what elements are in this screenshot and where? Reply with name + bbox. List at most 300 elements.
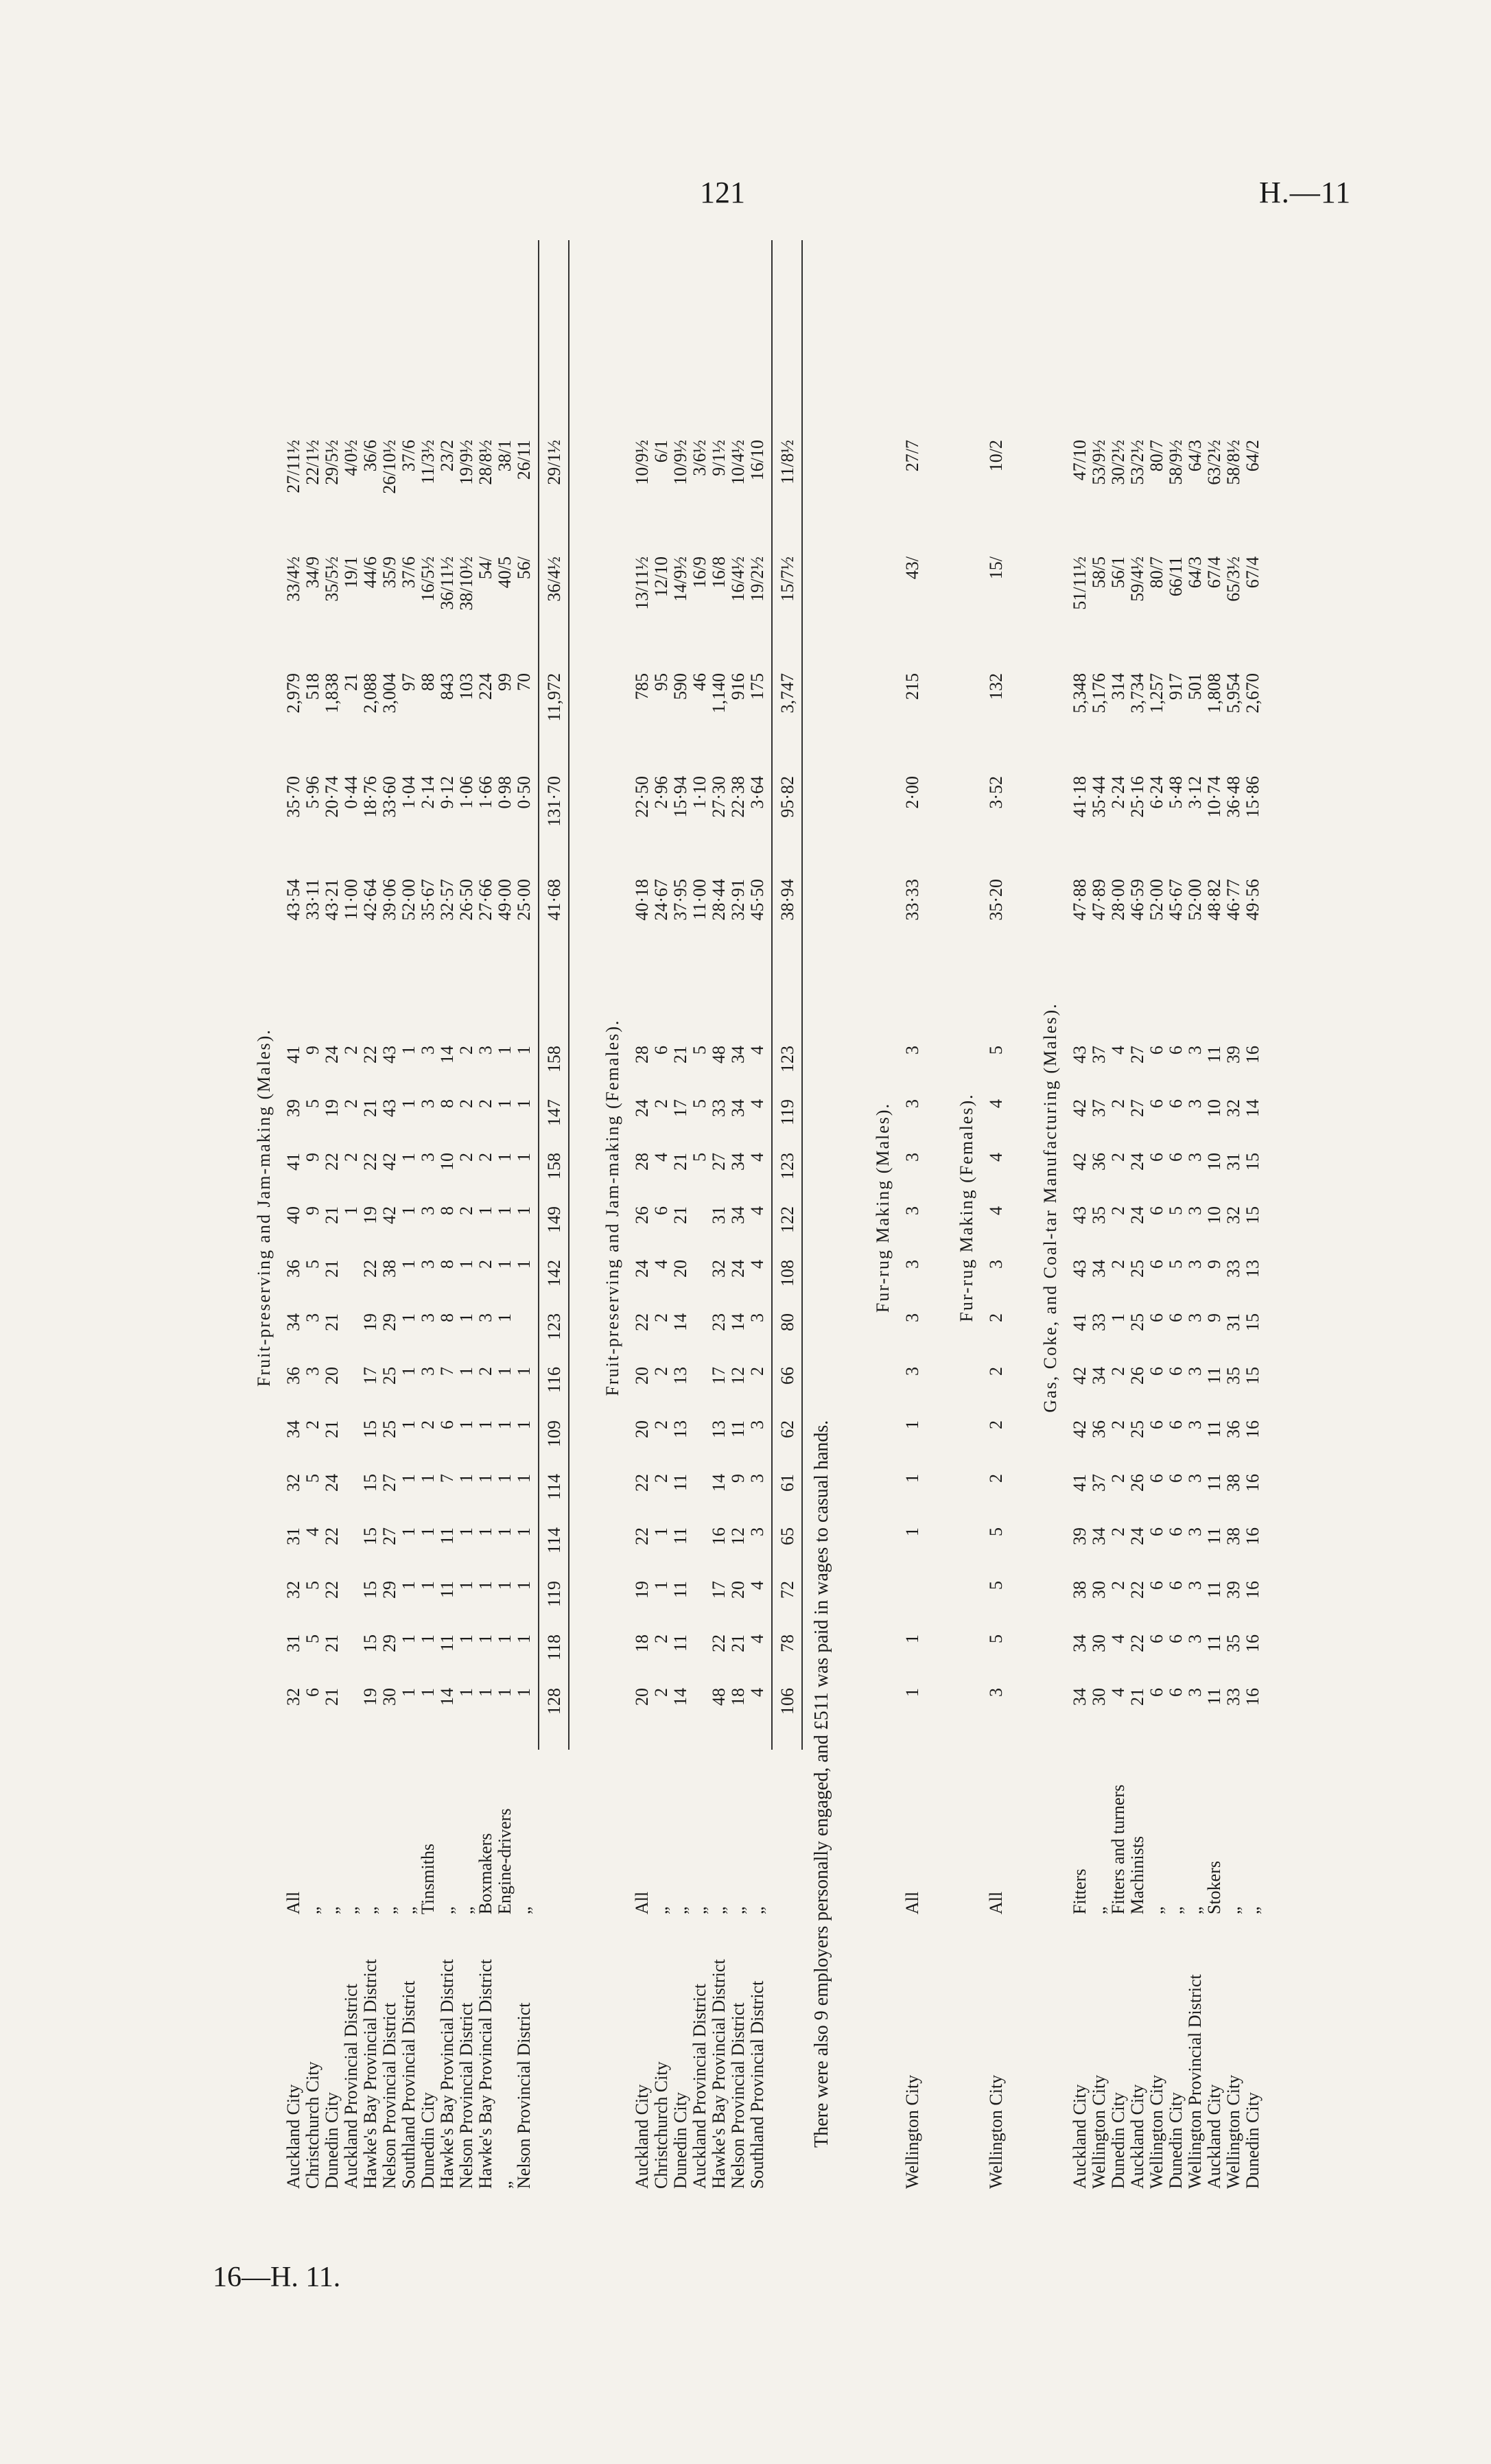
value-cell: 1 xyxy=(514,1099,534,1108)
value-cell: 1 xyxy=(514,1206,534,1215)
value-cell: 43/ xyxy=(902,556,922,580)
value-cell: 6 xyxy=(1166,1153,1186,1162)
value-cell: 9/1½ xyxy=(709,440,729,476)
district-cell: Dunedin City xyxy=(1108,2092,1128,2189)
occupation-cell: „ xyxy=(456,1906,476,1914)
value-cell: 10/2 xyxy=(986,440,1006,472)
value-cell: 1 xyxy=(514,1367,534,1376)
value-cell: 5 xyxy=(1166,1260,1186,1269)
value-cell: 70 xyxy=(514,673,534,691)
table-row xyxy=(515,226,534,2189)
value-cell: 5 xyxy=(986,1527,1006,1536)
value-cell: 19 xyxy=(322,1099,342,1117)
district-cell: Nelson Provincial District xyxy=(728,2002,748,2189)
value-cell: 1 xyxy=(514,1474,534,1483)
value-cell: 8 xyxy=(437,1260,457,1269)
value-cell: 33 xyxy=(1089,1313,1109,1331)
value-cell: 46·77 xyxy=(1223,879,1243,921)
value-cell: 35 xyxy=(1223,1367,1243,1385)
value-cell: 15 xyxy=(1243,1367,1263,1385)
value-cell: 3 xyxy=(902,1099,922,1108)
value-cell: 43·54 xyxy=(283,879,303,921)
value-cell: 41 xyxy=(283,1153,303,1171)
occupation-cell: „ xyxy=(1185,1906,1205,1914)
value-cell: 42 xyxy=(1070,1099,1090,1117)
value-cell: 1 xyxy=(902,1474,922,1483)
value-cell: 11 xyxy=(1204,1046,1224,1064)
value-cell: 46·59 xyxy=(1127,879,1147,921)
value-cell: 22 xyxy=(632,1474,652,1492)
value-cell: 6 xyxy=(1147,1688,1166,1697)
value-cell: 2 xyxy=(1108,1581,1128,1590)
district-cell: Auckland City xyxy=(1204,2084,1224,2189)
value-cell: 1 xyxy=(399,1527,419,1536)
value-cell: 1 xyxy=(514,1260,534,1269)
value-cell: 19 xyxy=(632,1581,652,1599)
value-cell: 11 xyxy=(670,1527,690,1545)
value-cell: 5 xyxy=(303,1634,322,1643)
value-cell: 2 xyxy=(651,1420,671,1429)
value-cell: 34 xyxy=(283,1420,303,1438)
value-cell: 34/9 xyxy=(303,556,322,589)
value-cell: 118 xyxy=(544,1634,564,1661)
value-cell: 30 xyxy=(379,1688,399,1706)
value-cell: 37/6 xyxy=(399,556,419,589)
value-cell: 5 xyxy=(690,1046,709,1055)
value-cell: 14 xyxy=(1243,1099,1263,1117)
value-cell: 1 xyxy=(651,1527,671,1536)
value-cell: 1 xyxy=(476,1581,495,1590)
value-cell: 39 xyxy=(1223,1581,1243,1599)
value-cell: 43 xyxy=(379,1046,399,1064)
value-cell: 58/8½ xyxy=(1223,440,1243,485)
value-cell: 30/2½ xyxy=(1108,440,1128,485)
value-cell: 1 xyxy=(514,1153,534,1162)
value-cell: 38 xyxy=(1223,1474,1243,1492)
value-cell: 27·66 xyxy=(476,879,495,921)
value-cell: 19 xyxy=(360,1313,380,1331)
district-cell: Wellington City xyxy=(986,2074,1006,2189)
value-cell: 5 xyxy=(690,1153,709,1162)
value-cell: 1 xyxy=(495,1206,515,1215)
value-cell: 2 xyxy=(341,1153,361,1162)
value-cell: 3,747 xyxy=(777,673,797,714)
value-cell: 16 xyxy=(1243,1420,1263,1438)
value-cell: 1 xyxy=(476,1474,495,1483)
value-cell: 28·00 xyxy=(1108,879,1128,921)
value-cell: 2 xyxy=(303,1420,322,1429)
value-cell: 99 xyxy=(495,673,515,691)
value-cell: 15·94 xyxy=(670,776,690,818)
value-cell: 15 xyxy=(1243,1313,1263,1331)
value-cell: 67/4 xyxy=(1243,556,1263,589)
value-cell: 26 xyxy=(632,1206,652,1224)
value-cell: 36/6 xyxy=(360,440,380,472)
value-cell: 24 xyxy=(1127,1527,1147,1545)
value-cell: 6 xyxy=(1147,1527,1166,1536)
district-cell: „ xyxy=(495,2181,515,2189)
value-cell: 26 xyxy=(1127,1474,1147,1492)
value-cell: 142 xyxy=(544,1260,564,1287)
value-cell: 9 xyxy=(1204,1313,1224,1322)
table-row xyxy=(495,226,515,2189)
value-cell: 2 xyxy=(986,1313,1006,1322)
value-cell: 1 xyxy=(418,1581,438,1590)
value-cell: 1 xyxy=(456,1634,476,1643)
value-cell: 39 xyxy=(1070,1527,1090,1545)
value-cell: 16 xyxy=(1243,1474,1263,1492)
value-cell: 1 xyxy=(902,1527,922,1536)
value-cell: 52·00 xyxy=(1147,879,1166,921)
value-cell: 13 xyxy=(709,1420,729,1438)
value-cell: 1 xyxy=(514,1420,534,1429)
value-cell: 1 xyxy=(476,1688,495,1697)
value-cell: 11/8½ xyxy=(777,440,797,484)
value-cell: 16 xyxy=(1243,1634,1263,1652)
value-cell: 16/10 xyxy=(747,440,767,481)
value-cell: 15/7½ xyxy=(777,556,797,602)
value-cell: 3 xyxy=(303,1313,322,1322)
value-cell: 45·67 xyxy=(1166,879,1186,921)
value-cell: 8 xyxy=(437,1206,457,1215)
value-cell: 25 xyxy=(379,1420,399,1438)
value-cell: 30 xyxy=(1089,1581,1109,1599)
value-cell: 33 xyxy=(709,1099,729,1117)
district-cell: Nelson Provincial District xyxy=(456,2002,476,2189)
value-cell: 56/ xyxy=(514,556,534,580)
value-cell: 2 xyxy=(651,1688,671,1697)
value-cell: 24 xyxy=(728,1260,748,1278)
value-cell: 30 xyxy=(1089,1688,1109,1706)
value-cell: 21 xyxy=(1127,1688,1147,1706)
value-cell: 6 xyxy=(1147,1420,1166,1429)
district-cell: Wellington City xyxy=(902,2074,922,2189)
value-cell: 33·33 xyxy=(902,879,922,921)
value-cell: 5 xyxy=(986,1581,1006,1590)
value-cell: 916 xyxy=(728,673,748,700)
value-cell: 3 xyxy=(747,1313,767,1322)
value-cell: 5 xyxy=(1166,1206,1186,1215)
value-cell: 149 xyxy=(544,1206,564,1233)
value-cell: 2 xyxy=(1108,1474,1128,1483)
value-cell: 3 xyxy=(1185,1420,1205,1429)
value-cell: 41 xyxy=(1070,1313,1090,1331)
value-cell: 80/7 xyxy=(1147,440,1166,472)
value-cell: 19 xyxy=(360,1206,380,1224)
value-cell: 9 xyxy=(303,1046,322,1055)
value-cell: 5 xyxy=(303,1260,322,1269)
value-cell: 47/10 xyxy=(1070,440,1090,481)
value-cell: 3 xyxy=(1185,1634,1205,1643)
value-cell: 1 xyxy=(495,1634,515,1643)
table-row xyxy=(342,226,361,2189)
value-cell: 47·89 xyxy=(1089,879,1109,921)
value-cell: 3 xyxy=(902,1153,922,1162)
value-cell: 6 xyxy=(1166,1046,1186,1055)
value-cell: 1 xyxy=(456,1474,476,1483)
value-cell: 22·38 xyxy=(728,776,748,818)
value-cell: 10 xyxy=(1204,1099,1224,1117)
value-cell: 2 xyxy=(651,1313,671,1322)
occupation-cell: All xyxy=(632,1891,652,1914)
value-cell: 62 xyxy=(777,1420,797,1438)
value-cell: 6 xyxy=(651,1046,671,1055)
value-cell: 3 xyxy=(418,1099,438,1108)
table-row xyxy=(1186,226,1205,2189)
value-cell: 114 xyxy=(544,1527,564,1554)
occupation-cell: „ xyxy=(1147,1906,1166,1914)
value-cell: 11 xyxy=(437,1581,457,1599)
value-cell: 3 xyxy=(902,1313,922,1322)
value-cell: 10/9½ xyxy=(632,440,652,485)
table-row xyxy=(1166,226,1186,2189)
value-cell: 36/11½ xyxy=(437,556,457,610)
table-row xyxy=(303,226,322,2189)
value-cell: 11·00 xyxy=(341,879,361,920)
occupation-cell: „ xyxy=(651,1906,671,1914)
value-cell: 4 xyxy=(651,1153,671,1162)
table-row xyxy=(419,226,438,2189)
value-cell: 5 xyxy=(303,1474,322,1483)
value-cell: 26 xyxy=(1127,1367,1147,1385)
value-cell: 1·66 xyxy=(476,776,495,809)
value-cell: 6 xyxy=(1166,1581,1186,1590)
value-cell: 13 xyxy=(670,1420,690,1438)
value-cell: 49·00 xyxy=(495,879,515,921)
table-row xyxy=(1090,226,1109,2189)
value-cell: 0·50 xyxy=(514,776,534,809)
value-cell: 52·00 xyxy=(399,879,419,921)
value-cell: 21 xyxy=(322,1634,342,1652)
value-cell: 27 xyxy=(1127,1099,1147,1117)
value-cell: 31 xyxy=(283,1527,303,1545)
district-cell: Wellington City xyxy=(1089,2074,1109,2189)
value-cell: 1 xyxy=(476,1420,495,1429)
value-cell: 28 xyxy=(632,1153,652,1171)
value-cell: 32 xyxy=(709,1260,729,1278)
value-cell: 80/7 xyxy=(1147,556,1166,589)
value-cell: 38 xyxy=(1223,1527,1243,1545)
value-cell: 2 xyxy=(1108,1367,1128,1376)
value-cell: 20 xyxy=(670,1260,690,1278)
value-cell: 3 xyxy=(1185,1099,1205,1108)
value-cell: 1 xyxy=(476,1206,495,1215)
table-row xyxy=(729,226,748,2189)
value-cell: 19/1 xyxy=(341,556,361,589)
value-cell: 53/9½ xyxy=(1089,440,1109,485)
table-rule xyxy=(801,240,803,1750)
value-cell: 36/4½ xyxy=(544,556,564,602)
table-row xyxy=(1128,226,1147,2189)
value-cell: 4 xyxy=(747,1688,767,1697)
value-cell: 3 xyxy=(418,1206,438,1215)
value-cell: 32·91 xyxy=(728,879,748,921)
occupation-cell: „ xyxy=(437,1906,457,1914)
value-cell: 28·44 xyxy=(709,879,729,921)
value-cell: 21 xyxy=(322,1688,342,1706)
value-cell: 843 xyxy=(437,673,457,700)
value-cell: 22 xyxy=(322,1581,342,1599)
value-cell: 10/4½ xyxy=(728,440,748,485)
value-cell: 4 xyxy=(747,1581,767,1590)
value-cell: 67/4 xyxy=(1204,556,1224,589)
value-cell: 2 xyxy=(476,1099,495,1108)
table-row xyxy=(709,226,729,2189)
district-cell: Dunedin City xyxy=(670,2092,690,2189)
value-cell: 11 xyxy=(1204,1367,1224,1385)
value-cell: 18 xyxy=(632,1634,652,1652)
value-cell: 7 xyxy=(437,1474,457,1483)
value-cell: 1 xyxy=(399,1206,419,1215)
value-cell: 25 xyxy=(1127,1260,1147,1278)
value-cell: 41 xyxy=(1070,1474,1090,1492)
value-cell: 1 xyxy=(456,1313,476,1322)
value-cell: 16 xyxy=(1243,1688,1263,1706)
value-cell: 11 xyxy=(1204,1581,1224,1599)
value-cell: 72 xyxy=(777,1581,797,1599)
value-cell: 6/1 xyxy=(651,440,671,463)
value-cell: 2 xyxy=(1108,1260,1128,1269)
value-cell: 53/2½ xyxy=(1127,440,1147,485)
value-cell: 9·12 xyxy=(437,776,457,809)
value-cell: 32 xyxy=(1223,1099,1243,1117)
value-cell: 5·48 xyxy=(1166,776,1186,809)
value-cell: 1 xyxy=(495,1099,515,1108)
district-cell: Christchurch City xyxy=(303,2061,322,2189)
value-cell: 1 xyxy=(902,1688,922,1697)
value-cell: 3 xyxy=(418,1313,438,1322)
value-cell: 43 xyxy=(1070,1260,1090,1278)
table-row xyxy=(748,226,767,2189)
value-cell: 1 xyxy=(495,1420,515,1429)
value-cell: 22 xyxy=(1127,1634,1147,1652)
value-cell: 11 xyxy=(1204,1420,1224,1438)
value-cell: 22 xyxy=(1127,1581,1147,1599)
value-cell: 47·88 xyxy=(1070,879,1090,921)
value-cell: 175 xyxy=(747,673,767,700)
value-cell: 10 xyxy=(1204,1206,1224,1224)
value-cell: 65/3½ xyxy=(1223,556,1243,602)
value-cell: 30 xyxy=(1089,1634,1109,1652)
value-cell: 6 xyxy=(1147,1046,1166,1055)
value-cell: 6 xyxy=(1147,1153,1166,1162)
value-cell: 16/9 xyxy=(690,556,709,589)
value-cell: 6 xyxy=(1166,1099,1186,1108)
value-cell: 38·94 xyxy=(777,879,797,921)
value-cell: 34 xyxy=(1070,1634,1090,1652)
value-cell: 1 xyxy=(902,1634,922,1643)
table-rule xyxy=(568,240,570,1750)
value-cell: 34 xyxy=(1070,1688,1090,1706)
value-cell: 9 xyxy=(728,1474,748,1483)
value-cell: 95·82 xyxy=(777,776,797,818)
table-row xyxy=(652,226,671,2189)
value-cell: 2 xyxy=(341,1046,361,1055)
value-cell: 11 xyxy=(670,1634,690,1652)
value-cell: 1 xyxy=(514,1688,534,1697)
value-cell: 4 xyxy=(1108,1688,1128,1697)
value-cell: 2 xyxy=(418,1420,438,1429)
value-cell: 15 xyxy=(360,1527,380,1545)
value-cell: 2,979 xyxy=(283,673,303,714)
value-cell: 65 xyxy=(777,1527,797,1545)
value-cell: 16/8 xyxy=(709,556,729,589)
value-cell: 33·11 xyxy=(303,879,322,920)
value-cell: 21 xyxy=(322,1206,342,1224)
value-cell: 123 xyxy=(777,1046,797,1072)
value-cell: 29/5½ xyxy=(322,440,342,485)
value-cell: 3 xyxy=(1185,1474,1205,1483)
value-cell: 25 xyxy=(379,1367,399,1385)
section-heading: Fur-rug Making (Males). xyxy=(873,1102,893,1313)
value-cell: 17 xyxy=(709,1367,729,1385)
value-cell: 11 xyxy=(670,1581,690,1599)
occupation-cell: Tinsmiths xyxy=(418,1843,438,1914)
value-cell: 3·52 xyxy=(986,776,1006,809)
value-cell: 4 xyxy=(1108,1634,1128,1643)
value-cell: 4/0½ xyxy=(341,440,361,476)
value-cell: 5,176 xyxy=(1089,673,1109,714)
value-cell: 11 xyxy=(1204,1474,1224,1492)
value-cell: 18 xyxy=(728,1688,748,1706)
occupation-cell: „ xyxy=(360,1906,380,1914)
value-cell: 3 xyxy=(1185,1313,1205,1322)
value-cell: 27 xyxy=(379,1527,399,1545)
value-cell: 122 xyxy=(777,1206,797,1233)
value-cell: 78 xyxy=(777,1634,797,1652)
value-cell: 5·96 xyxy=(303,776,322,809)
table-row xyxy=(1224,226,1243,2189)
value-cell: 131·70 xyxy=(544,776,564,827)
value-cell: 3,734 xyxy=(1127,673,1147,714)
value-cell: 2 xyxy=(476,1367,495,1376)
occupation-cell: „ xyxy=(690,1906,709,1914)
value-cell: 2 xyxy=(456,1099,476,1108)
value-cell: 3 xyxy=(1185,1581,1205,1590)
value-cell: 43 xyxy=(1070,1046,1090,1064)
value-cell: 37 xyxy=(1089,1099,1109,1117)
value-cell: 158 xyxy=(544,1046,564,1072)
value-cell: 106 xyxy=(777,1688,797,1715)
table-row xyxy=(361,226,380,2189)
value-cell: 97 xyxy=(399,673,419,691)
value-cell: 3·64 xyxy=(747,776,767,809)
value-cell: 3 xyxy=(476,1313,495,1322)
value-cell: 13 xyxy=(1243,1260,1263,1278)
district-cell: Auckland City xyxy=(1070,2084,1090,2189)
value-cell: 34 xyxy=(728,1153,748,1171)
value-cell: 6 xyxy=(1147,1634,1166,1643)
value-cell: 2 xyxy=(476,1153,495,1162)
value-cell: 26·50 xyxy=(456,879,476,921)
value-cell: 44/6 xyxy=(360,556,380,589)
occupation-cell: „ xyxy=(514,1906,534,1914)
value-cell: 20 xyxy=(728,1581,748,1599)
value-cell: 1 xyxy=(456,1420,476,1429)
value-cell: 43 xyxy=(379,1099,399,1117)
district-cell: Hawke's Bay Provincial District xyxy=(437,1959,457,2189)
value-cell: 35·44 xyxy=(1089,776,1109,818)
value-cell: 31 xyxy=(1223,1313,1243,1331)
value-cell: 1 xyxy=(399,1474,419,1483)
value-cell: 36 xyxy=(1089,1153,1109,1171)
value-cell: 19 xyxy=(360,1688,380,1706)
value-cell: 114 xyxy=(544,1474,564,1501)
value-cell: 119 xyxy=(544,1581,564,1608)
table-row xyxy=(633,226,652,2189)
value-cell: 2 xyxy=(456,1153,476,1162)
value-cell: 11/3½ xyxy=(418,440,438,484)
